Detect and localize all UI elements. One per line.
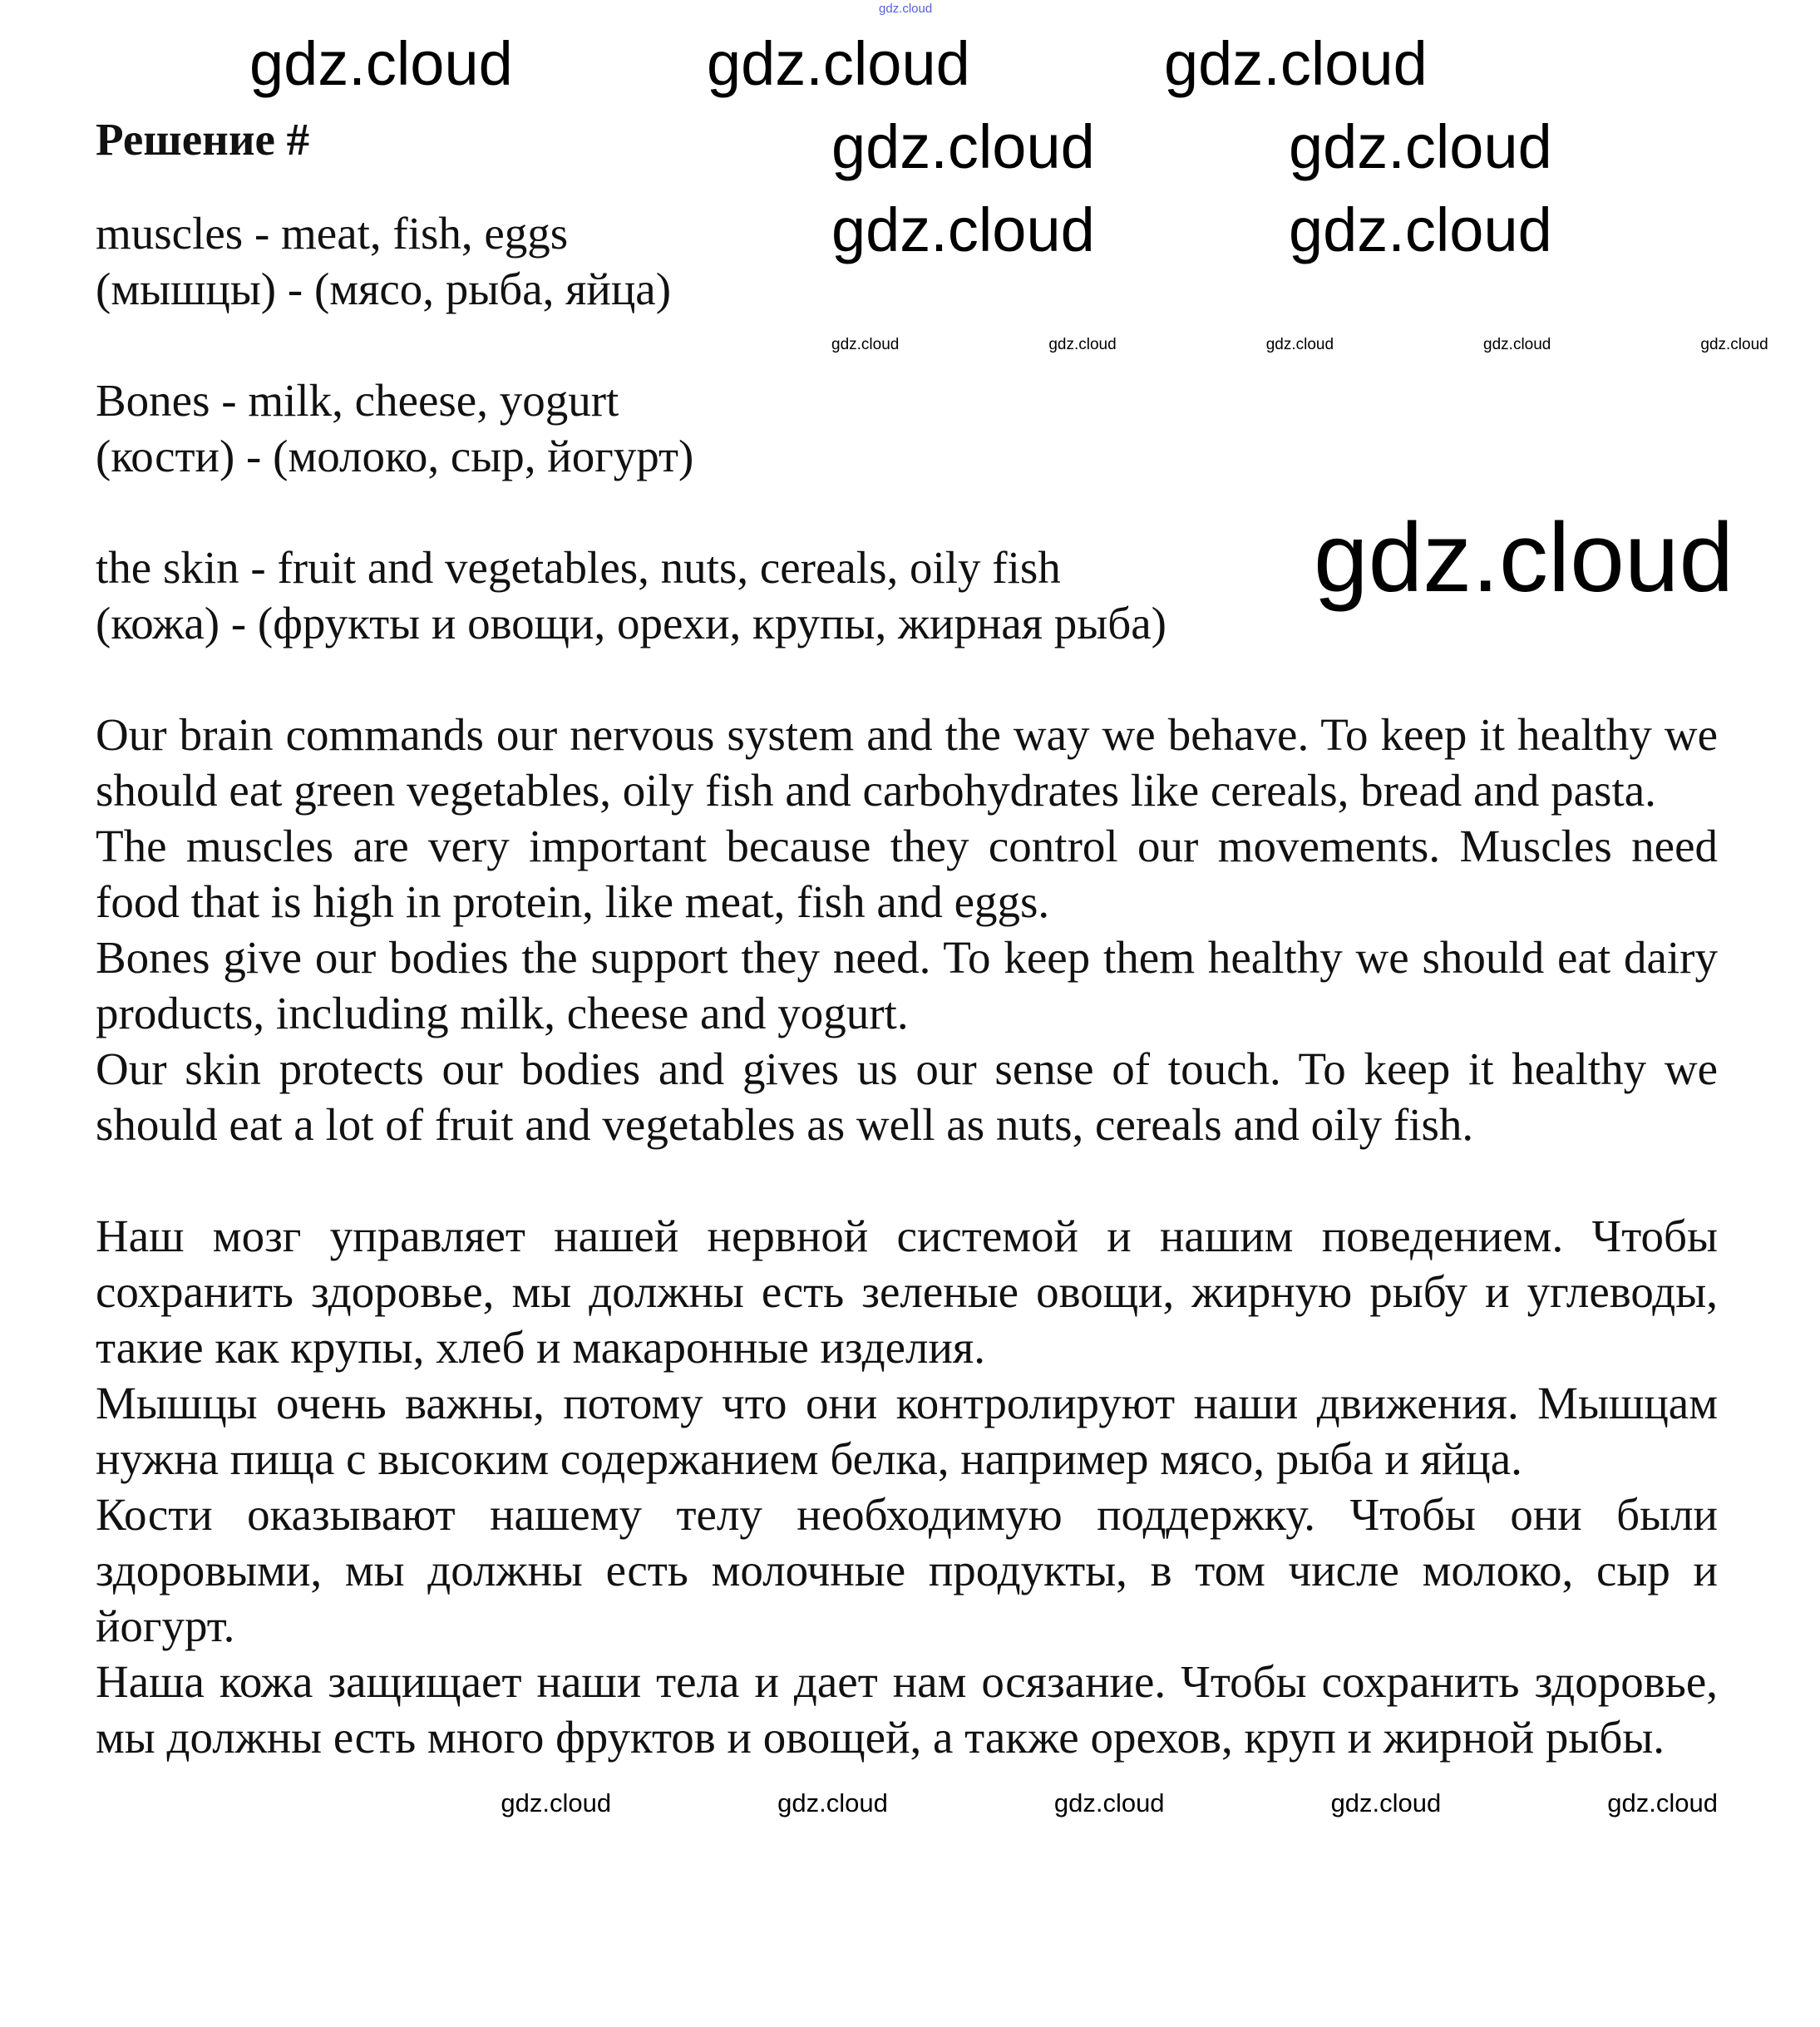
pair-ru-muscles: (мышцы) - (мясо, рыба, яйца): [96, 264, 672, 314]
pair-en-bones: Bones - milk, cheese, yogurt: [96, 375, 619, 426]
paragraph-ru-skin: Наша кожа защищает наши тела и дает нам осязание. Чтобы сохранить здоровье, мы должны есть много фруктов и овощей, а также орехов, круп и жирной рыбы.: [96, 1656, 1718, 1763]
paragraph-ru-bones: Кости оказывают нашему телу необходимую поддержку. Чтобы они были здоровыми, мы должны есть молочные продукты, в том числе молоко, сыр и йогурт.: [96, 1489, 1718, 1651]
watermark-row: [96, 317, 1768, 372]
paragraph-en-brain: Our brain commands our nervous system and the way we behave. To keep it healthy we should eat green vegetables, oily fish and carbohydrates like cereals, bread and pasta.: [96, 709, 1718, 816]
paragraph-ru-brain: Наш мозг управляет нашей нервной системой и нашим поведением. Чтобы сохранить здоровье, мы должны есть зеленые овощи, жирную рыбу и углеводы, такие как крупы, хлеб и макаронные изделия.: [96, 1211, 1718, 1373]
watermark: gdz.cloud: [1164, 29, 1428, 98]
watermark: gdz.cloud: [707, 29, 970, 98]
watermark: gdz.cloud: [1048, 336, 1117, 353]
watermark: gdz.cloud: [1314, 503, 1734, 613]
paragraph-en-skin: Our skin protects our bodies and gives us our sense of touch. To keep it healthy we should eat a lot of fruit and vegetables as well as nuts, cereals and oily fish.: [96, 1043, 1718, 1150]
watermark-row: [96, 1790, 1718, 1816]
document-body: [96, 111, 1768, 1817]
watermark: gdz.cloud: [1053, 1788, 1165, 1817]
watermark: gdz.cloud: [831, 336, 900, 353]
watermark: gdz.cloud: [1700, 336, 1768, 353]
pair-en-skin: the skin - fruit and vegetables, nuts, cereals, oily fish: [96, 542, 1061, 593]
watermark: gdz.cloud: [1265, 336, 1334, 353]
paragraph-en-bones: Bones give our bodies the support they need. To keep them healthy we should eat dairy products, including milk, cheese and yogurt.: [96, 932, 1718, 1038]
watermark: gdz.cloud: [1330, 1788, 1442, 1817]
paragraph-ru-muscles: Мышцы очень важны, потому что они контролируют наши движения. Мышцам нужна пища с высоким содержанием белка, например мясо, рыба и яйца.: [96, 1378, 1718, 1484]
watermark: gdz.cloud: [1289, 195, 1552, 264]
watermark: gdz.cloud: [831, 112, 1095, 181]
watermark: gdz.cloud: [501, 1788, 612, 1817]
watermark: gdz.cloud: [249, 29, 513, 98]
watermark: gdz.cloud: [831, 195, 1095, 264]
watermark: gdz.cloud: [879, 2, 933, 16]
watermark: gdz.cloud: [1483, 336, 1551, 353]
watermark: gdz.cloud: [1289, 112, 1552, 181]
paragraph-en-muscles: The muscles are very important because they control our movements. Muscles need food that is high in protein, like meat, fish and eggs.: [96, 821, 1718, 927]
watermark: gdz.cloud: [1607, 1788, 1718, 1817]
pair-en-muscles: muscles - meat, fish, eggs: [96, 208, 569, 259]
watermark: gdz.cloud: [777, 1788, 888, 1817]
pair-ru-skin: (кожа) - (фрукты и овощи, орехи, крупы, жирная рыба): [96, 598, 1166, 649]
pair-ru-bones: (кости) - (молоко, сыр, йогурт): [96, 431, 694, 481]
page-title: Решение #: [96, 114, 310, 165]
